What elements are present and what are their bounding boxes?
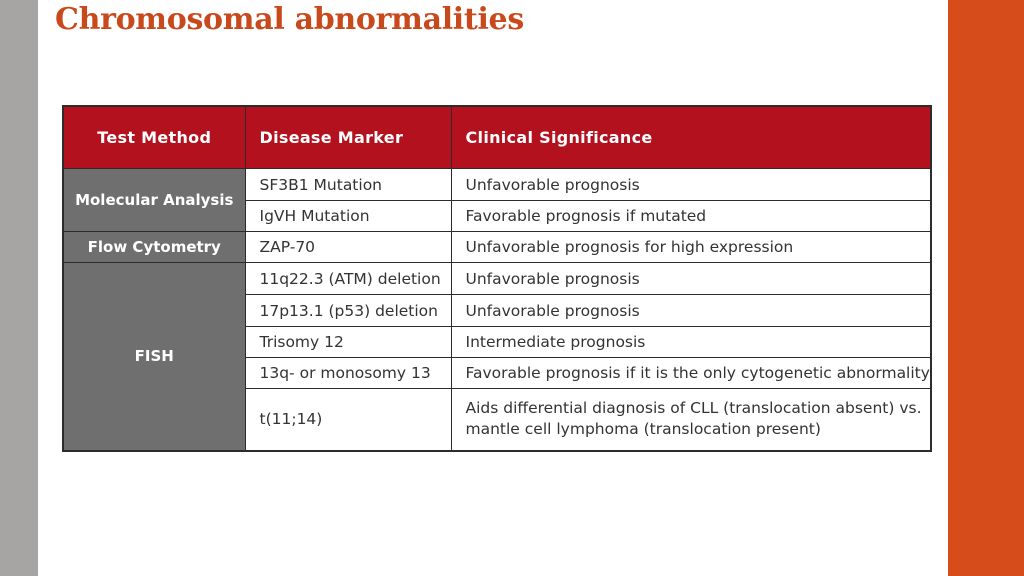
significance-cell: Unfavorable prognosis xyxy=(451,263,931,295)
table-row xyxy=(63,263,931,295)
table-row xyxy=(63,169,931,201)
significance-cell: Favorable prognosis if mutated xyxy=(451,201,931,232)
marker-cell: IgVH Mutation xyxy=(245,201,451,232)
chromosomal-abnormalities-table xyxy=(62,105,932,452)
marker-cell: 13q- or monosomy 13 xyxy=(245,358,451,389)
marker-cell: Trisomy 12 xyxy=(245,327,451,358)
marker-cell: SF3B1 Mutation xyxy=(245,169,451,201)
right-accent-bar xyxy=(948,0,1024,576)
slide-title: Chromosomal abnormalities xyxy=(55,2,524,37)
method-cell-flow: Flow Cytometry xyxy=(63,232,245,263)
significance-cell: Favorable prognosis if it is the only cytogenetic abnormality xyxy=(451,358,931,389)
significance-cell: Intermediate prognosis xyxy=(451,327,931,358)
significance-cell: Unfavorable prognosis xyxy=(451,169,931,201)
table-row xyxy=(63,232,931,263)
marker-cell: t(11;14) xyxy=(245,389,451,451)
significance-line: Aids differential diagnosis of CLL (translocation absent) vs. xyxy=(465,399,922,418)
significance-cell xyxy=(451,389,931,451)
significance-cell: Unfavorable prognosis xyxy=(451,295,931,327)
header-clinical-significance: Clinical Significance xyxy=(451,106,931,169)
significance-cell: Unfavorable prognosis for high expression xyxy=(451,232,931,263)
left-decor-bar xyxy=(0,0,38,576)
method-cell-molecular: Molecular Analysis xyxy=(63,169,245,232)
method-cell-fish: FISH xyxy=(63,263,245,451)
significance-line: mantle cell lymphoma (translocation present) xyxy=(465,420,821,439)
marker-cell: ZAP-70 xyxy=(245,232,451,263)
marker-cell: 11q22.3 (ATM) deletion xyxy=(245,263,451,295)
table-header-row xyxy=(63,106,931,169)
marker-cell: 17p13.1 (p53) deletion xyxy=(245,295,451,327)
header-disease-marker: Disease Marker xyxy=(245,106,451,169)
header-test-method: Test Method xyxy=(63,106,245,169)
